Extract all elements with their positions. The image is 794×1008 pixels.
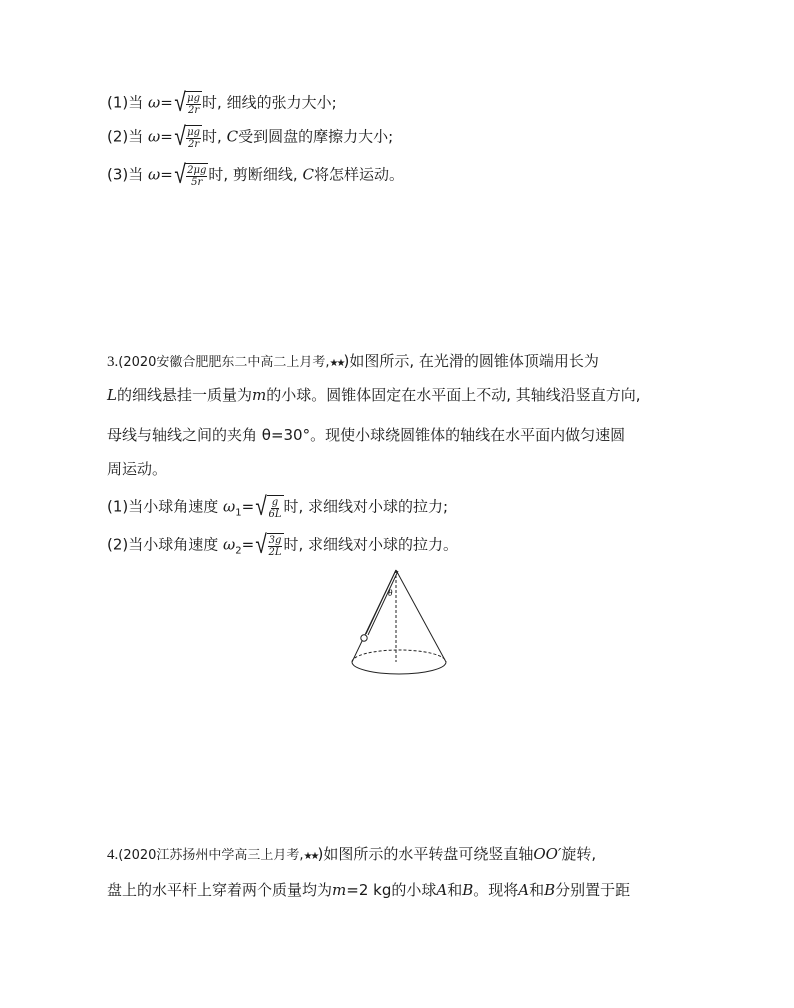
theta-label: θ — [388, 588, 393, 598]
string — [366, 570, 396, 634]
part-label: (1)当小球角速度 — [107, 497, 224, 516]
cone-base-front — [352, 662, 446, 674]
question-text: 母线与轴线之间的夹角 θ=30°。现使小球绕圆锥体的轴线在水平面内做匀速圆 — [107, 426, 626, 444]
fraction — [186, 93, 201, 116]
sqrt-expression — [173, 162, 209, 188]
part-text: 时, 剪断细线, — [208, 165, 303, 184]
part-label: (1)当 — [107, 93, 144, 112]
fraction — [186, 127, 201, 150]
variable: B — [462, 881, 474, 899]
question-text: 和 — [447, 881, 463, 899]
question-number: 3. — [107, 354, 119, 370]
part-text: 时, 求细线对小球的拉力; — [283, 497, 449, 516]
variable: C — [226, 127, 239, 146]
prev-part-3 — [107, 162, 404, 188]
denominator: 2r — [188, 104, 200, 116]
fraction — [268, 497, 283, 520]
part-label: (2)当小球角速度 — [107, 535, 224, 554]
question-text: =2 kg的小球 — [346, 881, 437, 899]
variable: m — [251, 386, 267, 404]
q3-line-2 — [107, 384, 641, 406]
prev-part-2 — [107, 124, 393, 150]
question-text: 的细线悬挂一质量为 — [116, 386, 252, 404]
difficulty-stars-icon: ★★ — [329, 358, 344, 369]
variable: m — [332, 881, 347, 899]
omega-symbol: ω= — [148, 127, 173, 146]
subscript: 2 — [235, 545, 242, 557]
fraction — [186, 165, 207, 188]
numerator: g — [271, 496, 279, 508]
variable: A — [518, 881, 530, 899]
question-text: 的小球。圆锥体固定在水平面上不动, 其轴线沿竖直方向, — [266, 386, 641, 404]
question-text: 旋转, — [561, 845, 597, 863]
part-text: 时, — [202, 127, 227, 146]
q4-line-1 — [107, 843, 596, 868]
numerator: 2μg — [187, 164, 207, 176]
question-text: )如图所示, 在光滑的圆锥体顶端用长为 — [343, 352, 599, 370]
sqrt-expression — [254, 494, 283, 520]
part-text: 时, 求细线对小球的拉力。 — [283, 535, 459, 554]
variable: L — [107, 386, 117, 404]
sqrt-expression — [173, 90, 202, 116]
radical-icon: √ — [174, 122, 186, 152]
omega-symbol: ω= — [148, 93, 173, 112]
numerator: 3g — [268, 534, 282, 546]
sqrt-expression — [173, 124, 202, 150]
omega-symbol: ω — [223, 497, 236, 516]
equals-sign: = — [241, 535, 255, 554]
fraction — [268, 535, 283, 558]
numerator: μg — [187, 92, 201, 104]
difficulty-stars-icon: ★★ — [303, 851, 318, 862]
part-label: (3)当 — [107, 165, 144, 184]
radical-icon: √ — [255, 492, 268, 522]
question-text: 分别置于距 — [555, 881, 631, 899]
denominator: 6L — [268, 508, 282, 520]
axis-label: OO′ — [533, 845, 562, 863]
part-text: 时, 细线的张力大小; — [202, 93, 337, 112]
question-text: 。现将 — [473, 881, 519, 899]
sqrt-expression — [254, 532, 283, 558]
cone-figure — [344, 568, 454, 680]
denominator: 2L — [268, 546, 282, 558]
radical-icon: √ — [255, 530, 268, 560]
cone-right-generatrix — [396, 570, 446, 662]
part-label: (2)当 — [107, 127, 144, 146]
subscript: 1 — [235, 507, 242, 519]
omega-symbol: ω= — [148, 165, 173, 184]
question-source: (2020安徽合肥肥东二中高二上月考, — [118, 355, 330, 370]
q4-line-2 — [107, 879, 630, 901]
denominator: 5r — [191, 176, 203, 188]
equals-sign: = — [241, 497, 255, 516]
ball — [361, 635, 367, 641]
part-text: 受到圆盘的摩擦力大小; — [238, 127, 394, 146]
denominator: 2r — [188, 138, 200, 150]
question-source: (2020江苏扬州中学高三上月考, — [118, 848, 304, 863]
numerator: μg — [187, 126, 201, 138]
q3-part-2 — [107, 532, 458, 563]
string-edge — [368, 571, 398, 635]
q3-part-1 — [107, 494, 448, 525]
question-text: )如图所示的水平转盘可绕竖直轴 — [317, 845, 534, 863]
question-text: 盘上的水平杆上穿着两个质量均为 — [107, 881, 333, 899]
variable: C — [302, 165, 314, 184]
prev-part-1 — [107, 90, 337, 116]
variable: A — [436, 881, 448, 899]
omega-symbol: ω — [223, 535, 236, 554]
question-text: 周运动。 — [107, 460, 168, 478]
question-text: 和 — [529, 881, 545, 899]
variable: B — [544, 881, 556, 899]
question-number: 4. — [107, 847, 119, 863]
part-text: 将怎样运动。 — [313, 165, 404, 184]
radical-icon: √ — [174, 88, 186, 118]
radical-icon: √ — [174, 160, 186, 190]
q3-line-1 — [107, 350, 599, 375]
q3-line-4 — [107, 458, 167, 480]
q3-line-3 — [107, 424, 625, 446]
cone-base-back — [352, 650, 446, 662]
